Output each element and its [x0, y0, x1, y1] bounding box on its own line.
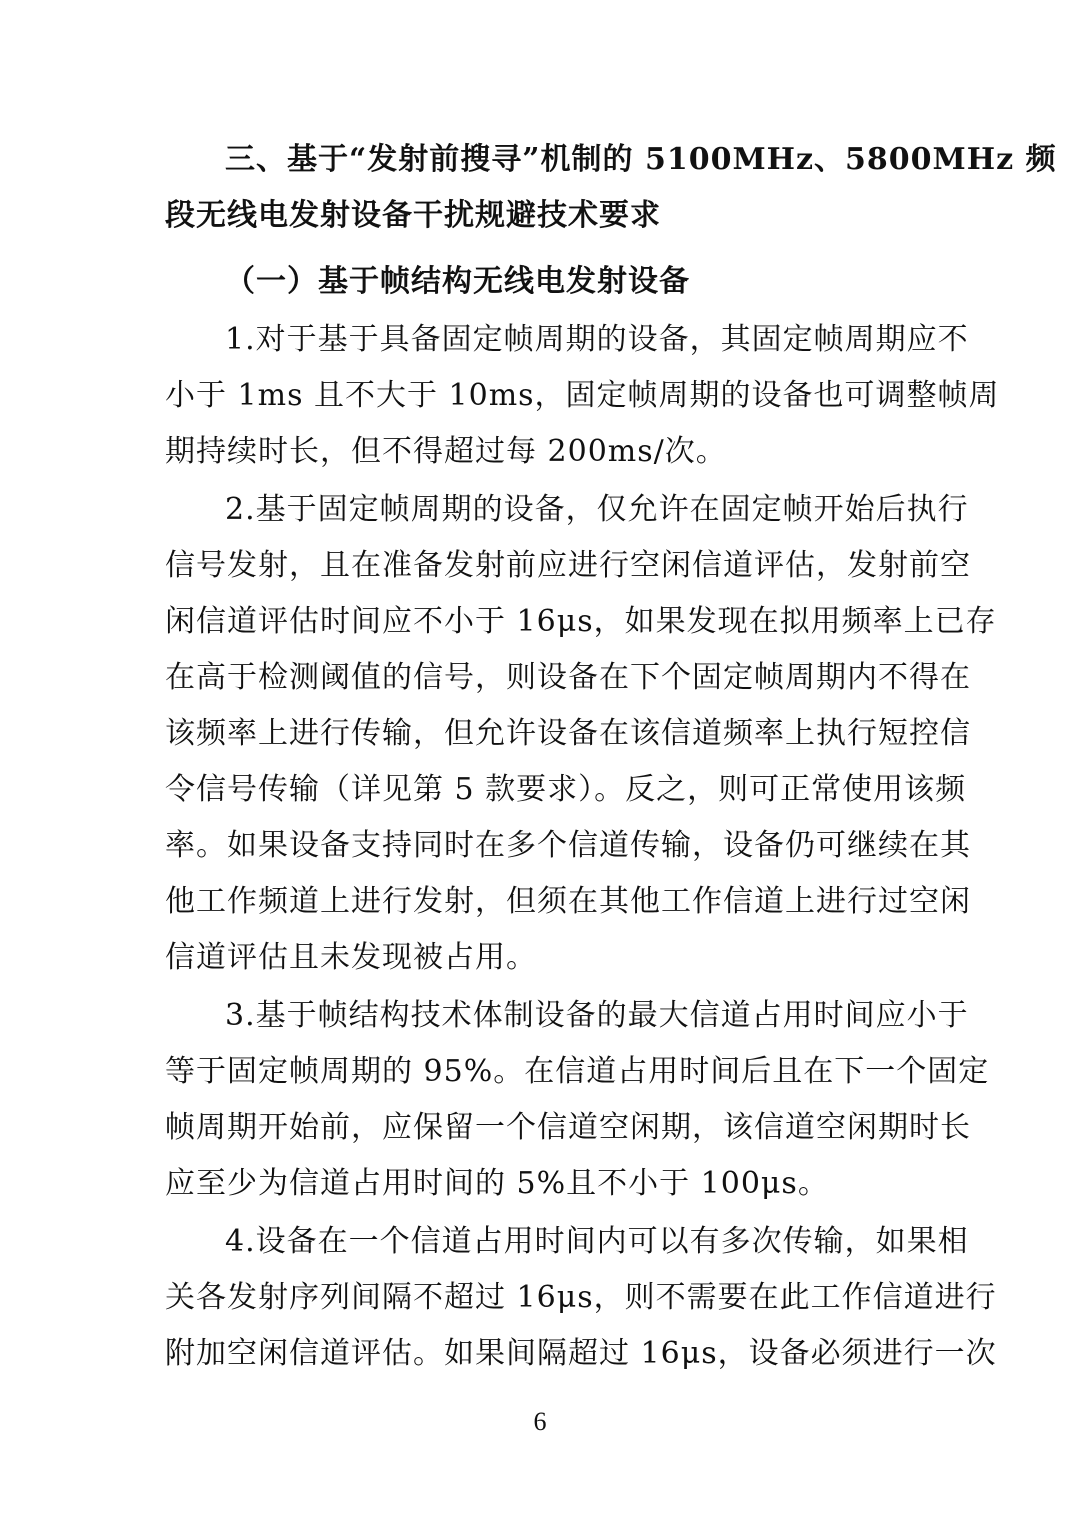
- paragraph-2-line-9: 信道评估且未发现被占用。: [165, 940, 537, 975]
- paragraph-3-line-2: 等于固定帧周期的 95%。在信道占用时间后且在下一个固定: [165, 1054, 990, 1089]
- paragraph-2-line-5: 该频率上进行传输，但允许设备在该信道频率上执行短控信: [165, 716, 971, 751]
- paragraph-1-line-2: 小于 1ms 且不大于 10ms，固定帧周期的设备也可调整帧周: [165, 378, 1000, 413]
- paragraph-1-line-3: 期持续时长，但不得超过每 200ms/次。: [165, 434, 727, 469]
- section-heading-line-2: 段无线电发射设备干扰规避技术要求: [165, 198, 661, 233]
- paragraph-4-line-2: 关各发射序列间隔不超过 16μs，则不需要在此工作信道进行: [165, 1280, 997, 1315]
- paragraph-4-line-3: 附加空闲信道评估。如果间隔超过 16μs，设备必须进行一次: [165, 1336, 997, 1371]
- paragraph-4-line-1: 4.设备在一个信道占用时间内可以有多次传输，如果相: [225, 1224, 969, 1259]
- paragraph-2-line-6: 令信号传输（详见第 5 款要求）。反之，则可正常使用该频: [165, 772, 967, 807]
- page-number: 6: [533, 1407, 547, 1436]
- paragraph-2-line-1: 2.基于固定帧周期的设备，仅允许在固定帧开始后执行: [225, 492, 969, 527]
- paragraph-2-line-2: 信号发射，且在准备发射前应进行空闲信道评估，发射前空: [165, 548, 971, 583]
- paragraph-2-line-4: 在高于检测阈值的信号，则设备在下个固定帧周期内不得在: [165, 660, 971, 695]
- paragraph-2-line-3: 闲信道评估时间应不小于 16μs，如果发现在拟用频率上已存: [165, 604, 997, 639]
- paragraph-2-line-7: 率。如果设备支持同时在多个信道传输，设备仍可继续在其: [165, 828, 971, 863]
- paragraph-1-line-1: 1.对于基于具备固定帧周期的设备，其固定帧周期应不: [225, 322, 969, 357]
- section-heading-line-1: 三、基于“发射前搜寻”机制的 5100MHz、5800MHz 频: [225, 142, 1057, 177]
- paragraph-3-line-1: 3.基于帧结构技术体制设备的最大信道占用时间应小于: [225, 998, 969, 1033]
- paragraph-3-line-3: 帧周期开始前，应保留一个信道空闲期，该信道空闲期时长: [165, 1110, 971, 1145]
- paragraph-2-line-8: 他工作频道上进行发射，但须在其他工作信道上进行过空闲: [165, 884, 971, 919]
- paragraph-3-line-4: 应至少为信道占用时间的 5%且不小于 100μs。: [165, 1166, 829, 1201]
- subsection-heading: （一）基于帧结构无线电发射设备: [225, 264, 690, 299]
